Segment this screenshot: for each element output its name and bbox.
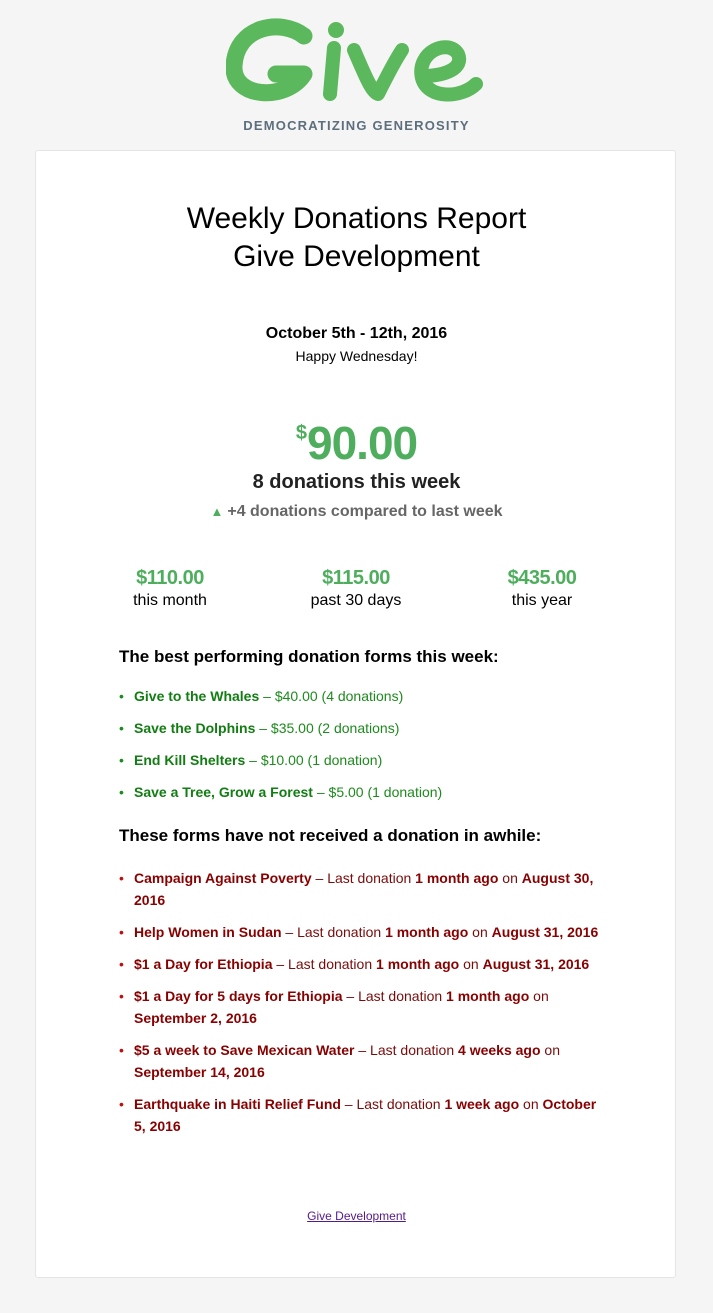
total-amount: 90.00 <box>307 417 418 469</box>
last-date: August 30, 2016 <box>134 870 594 908</box>
stat-label: this year <box>511 592 573 609</box>
form-detail: – $5.00 (1 donation) <box>312 784 443 800</box>
time-ago: 1 month ago <box>385 924 469 940</box>
on-text: on <box>540 1042 560 1058</box>
time-ago: 1 month ago <box>446 988 530 1004</box>
stat-year <box>442 567 642 610</box>
last-date: September 2, 2016 <box>134 1010 257 1026</box>
time-ago: 1 month ago <box>376 956 460 972</box>
give-logo <box>226 18 486 108</box>
report-card <box>35 150 676 1278</box>
list-item <box>119 1093 609 1137</box>
logo-text: Give <box>356 78 359 79</box>
form-name: End Kill Shelters <box>134 752 246 768</box>
list-item <box>119 685 609 707</box>
last-donation-text: – Last donation <box>340 1096 445 1112</box>
form-name: Give to the Whales <box>134 688 260 704</box>
last-date: October 5, 2016 <box>134 1096 597 1134</box>
list-item <box>119 953 609 975</box>
last-donation-text: – Last donation <box>272 956 377 972</box>
form-name: Save the Dolphins <box>134 720 256 736</box>
report-title <box>36 200 677 276</box>
time-ago: 1 month ago <box>415 870 499 886</box>
triangle-up-icon: ▲ <box>210 504 224 519</box>
footer-site-link[interactable]: Give Development <box>307 1209 406 1223</box>
comparison <box>36 503 677 521</box>
form-name: Save a Tree, Grow a Forest <box>134 784 313 800</box>
best-forms-list <box>119 685 609 813</box>
stat-value: $115.00 <box>322 567 390 589</box>
on-text: on <box>459 956 483 972</box>
form-name: Help Women in Sudan <box>134 924 282 940</box>
form-detail: – $35.00 (2 donations) <box>255 720 400 736</box>
stat-label: past 30 days <box>310 592 402 609</box>
list-item <box>119 781 609 803</box>
stat-value: $110.00 <box>136 567 204 589</box>
last-date: August 31, 2016 <box>491 924 599 940</box>
comparison-text: +4 donations compared to last week <box>227 503 503 520</box>
on-text: on <box>529 988 549 1004</box>
list-item <box>119 921 609 943</box>
on-text: on <box>498 870 522 886</box>
form-name: $1 a Day for Ethiopia <box>134 956 273 972</box>
stats-row <box>36 567 677 617</box>
tagline: DEMOCRATIZING GENEROSITY <box>243 118 470 133</box>
list-item <box>119 867 609 911</box>
list-item <box>119 985 609 1029</box>
stat-label: this month <box>133 592 207 609</box>
best-forms-heading: The best performing donation forms this week: <box>119 647 499 666</box>
stat-month <box>70 567 270 610</box>
footer <box>36 1209 677 1223</box>
time-ago: 4 weeks ago <box>458 1042 541 1058</box>
on-text: on <box>519 1096 543 1112</box>
form-name: $1 a Day for 5 days for Ethiopia <box>134 988 343 1004</box>
list-item <box>119 717 609 739</box>
report-title-line1: Weekly Donations Report <box>186 202 527 235</box>
email-header <box>0 0 713 150</box>
list-item <box>119 749 609 771</box>
currency-symbol: $ <box>295 422 307 444</box>
last-date: August 31, 2016 <box>482 956 590 972</box>
greeting: Happy Wednesday! <box>295 348 418 364</box>
last-donation-text: – Last donation <box>281 924 386 940</box>
form-detail: – $10.00 (1 donation) <box>245 752 383 768</box>
on-text: on <box>468 924 492 940</box>
report-title-line2: Give Development <box>233 240 480 273</box>
time-ago: 1 week ago <box>444 1096 520 1112</box>
form-name: Campaign Against Poverty <box>134 870 312 886</box>
list-item <box>119 1039 609 1083</box>
stale-forms-heading: These forms have not received a donation in awhile: <box>119 826 542 845</box>
stale-forms-list <box>119 867 609 1147</box>
last-donation-text: – Last donation <box>354 1042 459 1058</box>
form-detail: – $40.00 (4 donations) <box>259 688 404 704</box>
weekly-total <box>36 416 677 470</box>
stat-30-days <box>256 567 456 610</box>
last-donation-text: – Last donation <box>311 870 416 886</box>
date-range: October 5th - 12th, 2016 <box>265 325 448 342</box>
donations-count: 8 donations this week <box>252 471 461 493</box>
form-name: $5 a week to Save Mexican Water <box>134 1042 355 1058</box>
last-date: September 14, 2016 <box>134 1064 265 1080</box>
form-name: Earthquake in Haiti Relief Fund <box>134 1096 341 1112</box>
last-donation-text: – Last donation <box>342 988 447 1004</box>
stat-value: $435.00 <box>507 567 577 589</box>
